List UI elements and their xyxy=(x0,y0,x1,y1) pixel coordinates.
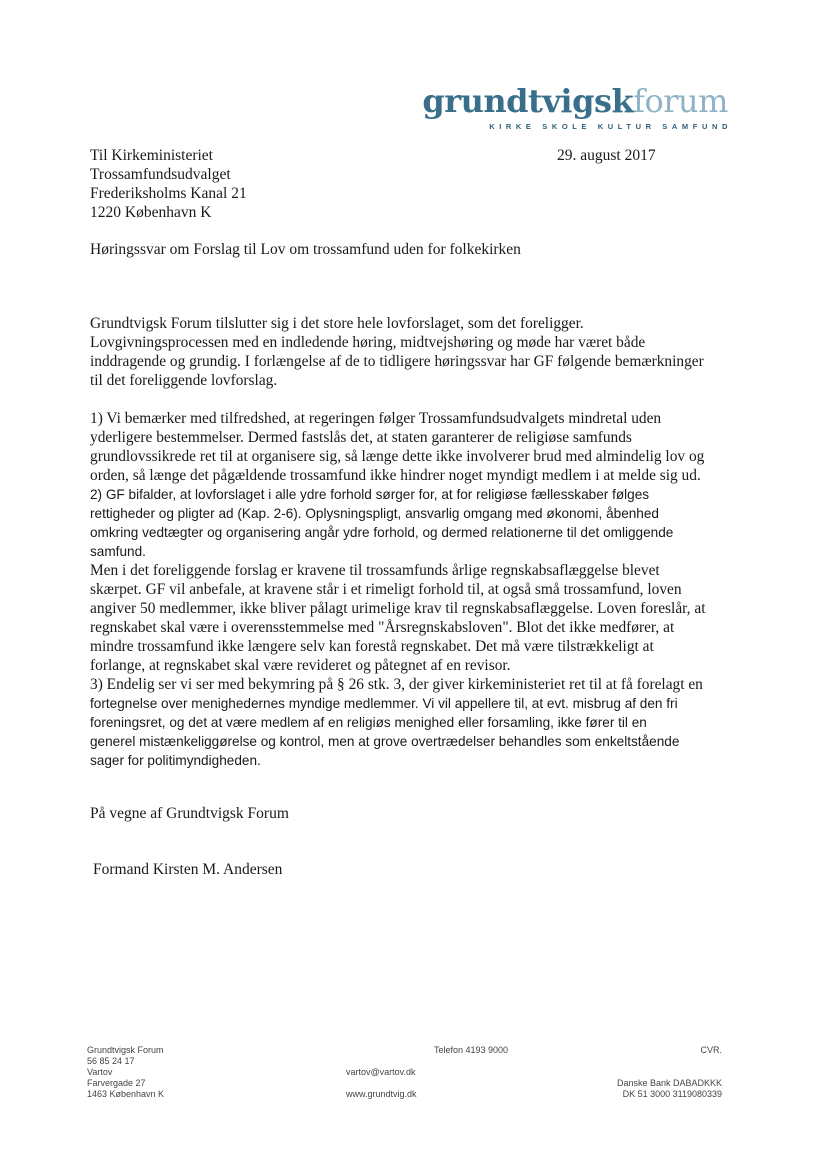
body-line: angiver 50 medlemmer, ikke bliver pålagt urimelige krav til regnskabsaflæggelse. Loven foreslår, at xyxy=(90,600,706,617)
signoff: På vegne af Grundtvigsk Forum xyxy=(90,805,289,822)
letter-subject: Høringssvar om Forslag til Lov om trossamfund uden for folkekirken xyxy=(90,241,521,258)
body-line: forlange, at regnskabet skal være revideret og påtegnet af en revisor. xyxy=(90,657,511,674)
footer-bank-name: Danske Bank DABADKKK xyxy=(616,1078,722,1088)
body-line: til det foreliggende lovforslag. xyxy=(90,372,278,389)
body-line: grundlovssikrede ret til at organisere sig, så længe dette ikke involverer brud med almindelig lov og xyxy=(90,448,705,465)
address-line: Frederiksholms Kanal 21 xyxy=(90,185,247,202)
body-line: yderligere bestemmelser. Dermed fastslås det, at staten garanterer de religiøse samfunds xyxy=(90,429,632,446)
body-line: fortegnelse over menighedernes myndige medlemmer. Vi vil appellere til, at evt. misbrug af den fri xyxy=(90,696,678,711)
footer-line: 1463 København K xyxy=(87,1089,165,1099)
footer-phone: Telefon 4193 9000 xyxy=(434,1045,509,1055)
footer-account: DK 51 3000 3119080339 xyxy=(622,1089,722,1099)
body-line: omkring vedtægter og organisering angår ydre forhold, og dermed relationerne til det omliggende xyxy=(90,525,674,540)
footer-cvr: CVR. xyxy=(700,1045,722,1055)
address-line: Til Kirkeministeriet xyxy=(90,147,213,164)
body-line: 2) GF bifalder, at lovforslaget i alle ydre forhold sørger for, at for religiøse fællesskaber følges xyxy=(90,487,650,502)
footer-address xyxy=(87,1045,164,1100)
footer-line: 56 85 24 17 xyxy=(87,1056,135,1066)
logo-wordmark xyxy=(422,84,728,118)
footer-bank xyxy=(580,1045,722,1100)
body-line: regnskabet skal være i overensstemmelse med "Årsregnskabsloven". Blot det ikke medfører, at xyxy=(90,619,675,636)
body-line: 1) Vi bemærker med tilfredshed, at regeringen følger Trossamfundsudvalgets mindretal uden xyxy=(90,410,662,427)
body-line: samfund. xyxy=(90,544,146,559)
footer-contact xyxy=(346,1045,508,1100)
logo xyxy=(422,82,732,131)
body-line: sager for politimyndigheden. xyxy=(90,753,261,768)
footer-email[interactable]: vartov@vartov.dk xyxy=(346,1067,416,1077)
letter-date: 29. august 2017 xyxy=(557,147,656,164)
address-line: 1220 København K xyxy=(90,204,212,221)
signer-name: Formand Kirsten M. Andersen xyxy=(93,861,283,878)
body-line: Lovgivningsprocessen med en indledende høring, midtvejshøring og møde har været både xyxy=(90,334,646,351)
body-line: foreningsret, og det at være medlem af en religiøs menighed eller forsamling, ikke fører til en xyxy=(90,715,647,730)
body-line: rettigheder og pligter ad (Kap. 2-6). Oplysningspligt, ansvarlig omgang med økonomi, åbenhed xyxy=(90,506,659,521)
body-line: inddragende og grundig. I forlængelse af de to tidligere høringssvar har GF følgende bemærkninger xyxy=(90,353,704,370)
footer-line: Farvergade 27 xyxy=(87,1078,146,1088)
letter-body xyxy=(90,314,740,770)
body-line: 3) Endelig ser vi ser med bekymring på § 26 stk. 3, der giver kirkeministeriet ret til at få forelagt en xyxy=(90,676,703,693)
footer-line: Grundtvigsk Forum xyxy=(87,1045,164,1055)
body-line: Grundtvigsk Forum tilslutter sig i det store hele lovforslaget, som det foreligger. xyxy=(90,315,584,332)
body-line: generel mistænkeliggørelse og kontrol, men at grove overtrædelser behandles som enkeltstående xyxy=(90,734,680,749)
body-line: skærpet. GF vil anbefale, at kravene står i et rimeligt forhold til, at også små trossamfund, loven xyxy=(90,581,682,598)
logo-tagline: KIRKE SKOLE KULTUR SAMFUND xyxy=(489,122,732,131)
logo-light: forum xyxy=(633,82,728,120)
body-line: Men i det foreliggende forslag er kravene til trossamfunds årlige regnskabsaflæggelse blevet xyxy=(90,562,660,579)
body-line: mindre trossamfund ikke længere selv kan forestå regnskabet. Det må være tilstrækkeligt at xyxy=(90,638,654,655)
logo-bold: grundtvigsk xyxy=(422,82,634,120)
body-line: orden, så længe det pågældende trossamfund ikke hindrer noget myndigt medlem i at melde sig ud. xyxy=(90,467,701,484)
address-line: Trossamfundsudvalget xyxy=(90,166,231,183)
footer-line: Vartov xyxy=(87,1067,113,1077)
recipient-address xyxy=(90,146,247,222)
footer-website[interactable]: www.grundtvig.dk xyxy=(346,1089,417,1099)
